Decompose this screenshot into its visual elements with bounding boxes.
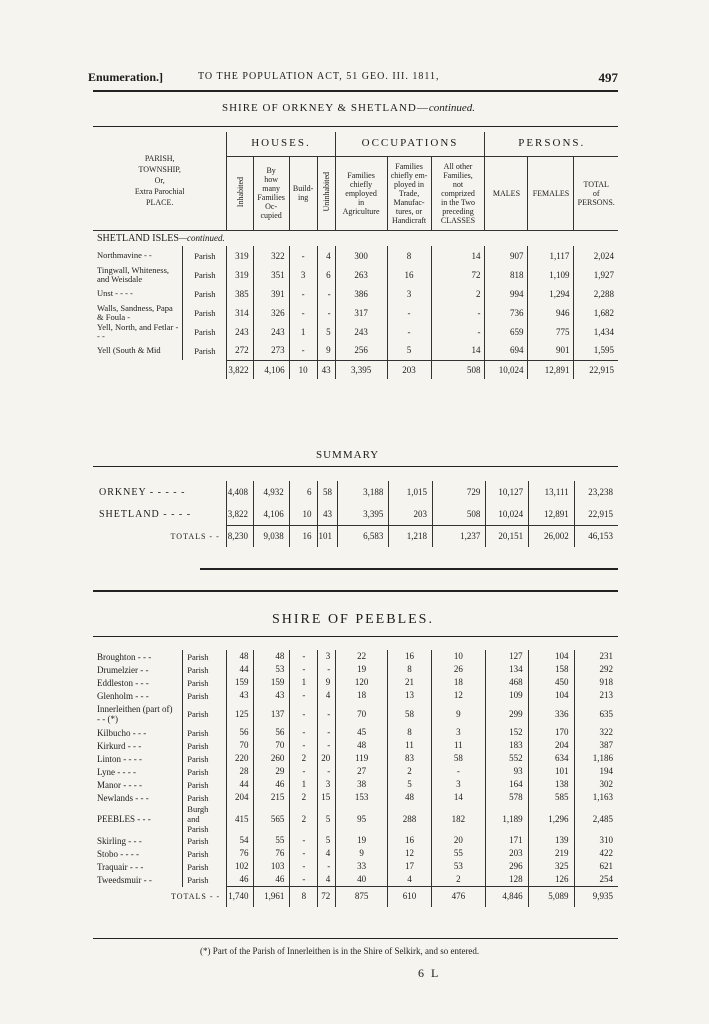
rule-footnote — [93, 938, 618, 939]
total-header: TOTAL of PERSONS. — [574, 156, 618, 230]
houses-header: HOUSES. — [227, 132, 335, 156]
females-header: FEMALES — [528, 156, 574, 230]
table-row: Innerleithen (part of) - - (*) Parish 125 137 - - 70 58 9 299 336 635 — [93, 702, 618, 726]
running-header — [88, 70, 618, 88]
table-row: Yell, North, and Fetlar - - - Parish 243 243 1 5 243 - - 659 775 1,434 — [93, 322, 618, 341]
summary-title: SUMMARY — [316, 449, 380, 461]
table-row: Manor - - - - Parish 44 46 1 3 38 5 3 164 138 302 — [93, 778, 618, 791]
table-row: Lyne - - - - Parish 28 29 - - 27 2 - 93 101 194 — [93, 765, 618, 778]
header-center: TO THE POPULATION ACT, 51 GEO. III. 1811, — [198, 71, 440, 82]
rule-peebles — [93, 636, 618, 637]
table-row: Kirkurd - - - Parish 70 70 - - 48 11 11 183 204 387 — [93, 739, 618, 752]
table-row: Linton - - - - Parish 220 260 2 20 119 83 58 552 634 1,186 — [93, 752, 618, 765]
males-header: MALES — [485, 156, 528, 230]
peebles-table — [93, 650, 618, 907]
persons-header: PERSONS. — [485, 132, 618, 156]
peebles-rows — [93, 650, 618, 887]
building-header: Build- ing — [289, 156, 317, 230]
table-row: Eddleston - - - Parish 159 159 1 9 120 21 18 468 450 918 — [93, 676, 618, 689]
table-row: Unst - - - - Parish 385 391 - - 386 3 2 994 1,294 2,288 — [93, 284, 618, 303]
inhabited-header: Inhabited — [227, 156, 253, 230]
table-row: Yell (South & Mid Parish 272 273 - 9 256 5 14 694 901 1,595 — [93, 341, 618, 360]
table-row: Tweedsmuir - - Parish 46 46 - 4 40 4 2 128 126 254 — [93, 873, 618, 887]
section-title-orkney: SHIRE OF ORKNEY & SHETLAND—continued. — [222, 102, 476, 114]
shetland-rows — [93, 246, 618, 360]
table-row: Tingwall, Whiteness, and Weisdale Parish 319 351 3 6 263 16 72 818 1,109 1,927 — [93, 265, 618, 284]
table-row: Skirling - - - Parish 54 55 - 5 19 16 20 171 139 310 — [93, 834, 618, 847]
page-number: 497 — [598, 70, 618, 85]
summary-rows — [93, 481, 618, 525]
agriculture-header: Families chiefly employed in Agriculture — [335, 156, 387, 230]
summary-totals-row: TOTALS - - 8,230 9,038 16 101 6,583 1,218 1,237 20,151 26,002 46,153 — [93, 525, 618, 547]
peebles-totals-row: TOTALS - - 1,740 1,961 8 72 875 610 476 4,846 5,089 9,935 — [93, 887, 618, 907]
shetland-section-label: SHETLAND ISLES—continued. — [97, 232, 225, 244]
trade-header: Families chiefly em- ployed in Trade, Manufac- tures, or Handicraft — [387, 156, 431, 230]
rule-summary-bottom — [200, 568, 618, 570]
table-row: PEEBLES - - - Burgh and Parish 415 565 2 5 95 288 182 1,189 1,296 2,485 — [93, 804, 618, 834]
shetland-table — [93, 132, 618, 379]
families-header: By how many Families Oc- cupied — [253, 156, 289, 230]
table-row: Newlands - - - Parish 204 215 2 15 153 48 14 578 585 1,163 — [93, 791, 618, 804]
table-row: Drumelzier - - Parish 44 53 - - 19 8 26 134 158 292 — [93, 663, 618, 676]
uninhabited-header: Uninhabited — [317, 156, 335, 230]
rule-summary — [93, 466, 618, 467]
table-row: Stobo - - - - Parish 76 76 - 4 9 12 55 203 219 422 — [93, 847, 618, 860]
table-row: Kilbucho - - - Parish 56 56 - - 45 8 3 152 170 322 — [93, 726, 618, 739]
table-row: Traquair - - - Parish 102 103 - - 33 17 53 296 325 621 — [93, 860, 618, 873]
peebles-title: SHIRE OF PEEBLES. — [272, 612, 434, 627]
table-row: SHETLAND - - - - 3,822 4,106 10 43 3,395 203 508 10,024 12,891 22,915 — [93, 503, 618, 525]
table-row: Glenholm - - - Parish 43 43 - 4 18 13 12 109 104 213 — [93, 689, 618, 702]
table-row: ORKNEY - - - - - 4,408 4,932 6 58 3,188 1,015 729 10,127 13,111 23,238 — [93, 481, 618, 503]
rule-top-table — [93, 126, 618, 127]
header-rule — [93, 90, 618, 92]
summary-table — [93, 481, 618, 547]
table-row: Walls, Sandness, Papa & Foula - Parish 314 326 - - 317 - - 736 946 1,682 — [93, 303, 618, 322]
rule-peebles-top — [93, 590, 618, 592]
header-left: Enumeration.] — [88, 70, 163, 84]
folio-signature: 6 L — [418, 966, 441, 980]
table-row: Broughton - - - Parish 48 48 - 3 22 16 10 127 104 231 — [93, 650, 618, 663]
occupations-header: OCCUPATIONS — [335, 132, 485, 156]
others-header: All other Families, not comprized in the Two preceding CLASSES — [431, 156, 485, 230]
table-row: Northmavine - - Parish 319 322 - 4 300 8 14 907 1,117 2,024 — [93, 246, 618, 265]
footnote: (*) Part of the Parish of Innerleithen is in the Shire of Selkirk, and so entered. — [200, 946, 480, 956]
parish-header: PARISH, TOWNSHIP, Or, Extra Parochial PLACE. — [93, 132, 227, 230]
shetland-totals-row: 3,822 4,106 10 43 3,395 203 508 10,024 12,891 22,915 — [93, 360, 618, 379]
